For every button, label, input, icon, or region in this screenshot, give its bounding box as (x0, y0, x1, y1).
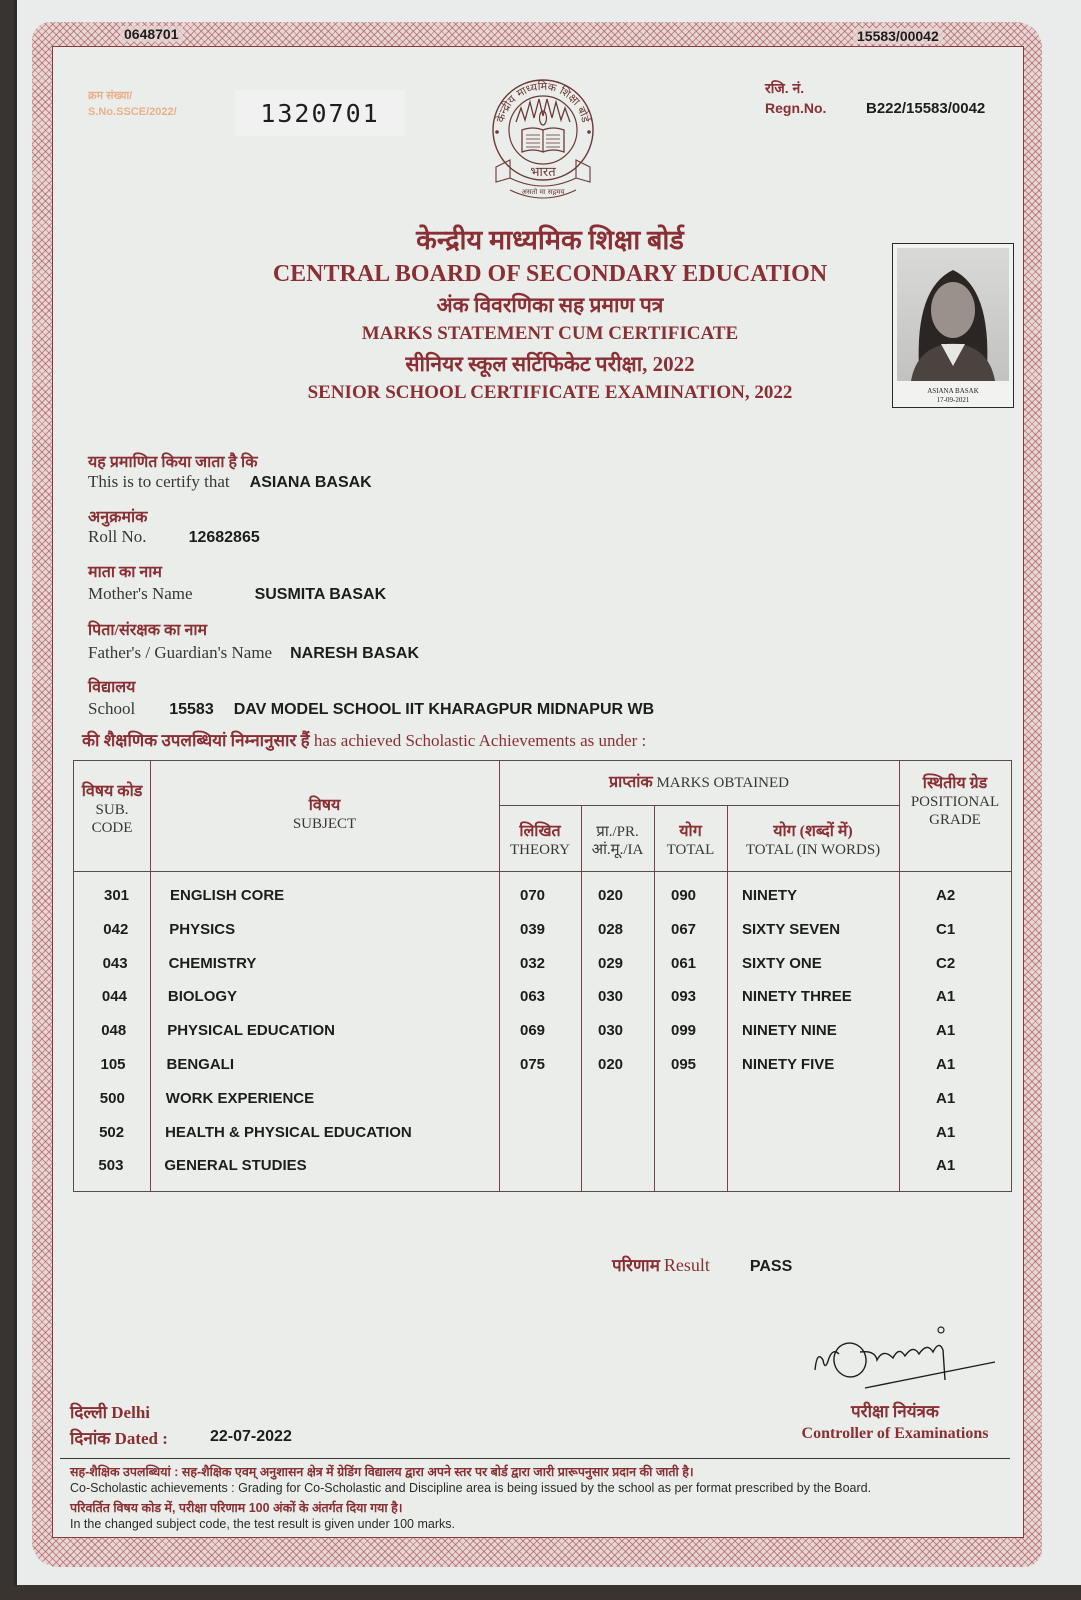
note2-en: In the changed subject code, the test result is given under 100 marks. (70, 1517, 455, 1531)
dated-label-hi: दिनांक (70, 1429, 111, 1448)
table-row (74, 1149, 1011, 1183)
svg-text:केन्द्रीय माध्यमिक शिक्षा बोर् (494, 80, 593, 125)
serial-label-en: S.No.SSCE/2022/ (88, 106, 177, 118)
cell-sub-code: 301 (104, 887, 130, 904)
mother-label-hi: माता का नाम (88, 564, 163, 581)
cell-grade: A1 (936, 1123, 956, 1141)
certificate-titles (240, 222, 860, 406)
cell-total-words: NINETY NINE (742, 1022, 837, 1040)
serial-label-hi: क्रम संख्या/ (88, 90, 133, 102)
result-section (612, 1253, 792, 1276)
mother-name: SUSMITA BASAK (254, 586, 387, 603)
cell-sub-code: 105 (100, 1056, 126, 1073)
note1-hi: सह-शैक्षिक उपलब्धियां : सह-शैक्षिक एवम् अनुशासन क्षेत्र में ग्रेडिंग विद्यालय द्वारा अपने स्तर पर बोर्ड द्वारा जारी प्रारूपनुसार प्रदान की जाती है। (70, 1465, 694, 1479)
header-theory-hi: लिखित (519, 823, 561, 840)
header-grade (899, 775, 1011, 829)
cell-grade: A1 (936, 988, 956, 1006)
cell-subject: HEALTH & PHYSICAL EDUCATION (165, 1123, 412, 1141)
header-marks-hi: प्राप्तांक (608, 774, 653, 791)
cell-sub-code: 503 (98, 1157, 124, 1175)
doc-type-en: MARKS STATEMENT CUM CERTIFICATE (361, 323, 739, 344)
cell-total-words: SIXTY SEVEN (742, 920, 841, 938)
signature-icon (805, 1320, 1005, 1400)
emblem-center-text: भारत (530, 165, 556, 180)
cell-sub-code: 048 (101, 1022, 127, 1040)
top-serial-left: 0648701 (120, 26, 183, 42)
place-label-en: Delhi (111, 1403, 151, 1422)
cell-subject: GENERAL STUDIES (164, 1157, 307, 1175)
cell-subject: ENGLISH CORE (170, 887, 285, 904)
achievement-statement-en: has achieved Scholastic Achievements as under : (313, 731, 647, 750)
controller-label-hi: परीक्षा नियंत्रक (851, 1402, 939, 1421)
issue-date: 22-07-2022 (210, 1428, 292, 1445)
note1-en: Co-Scholastic achievements : Grading for Co-Scholastic and Discipline area is being issued by the school as per format prescribed by the Board. (70, 1481, 872, 1495)
achievement-statement-hi: की शैक्षणिक उपलब्धियां निम्नानुसार हैं (82, 731, 310, 750)
note2-hi: परिवर्तित विषय कोड में, परीक्षा परिणाम 100 अंकों के अंतर्गत दिया गया है। (70, 1501, 403, 1515)
cell-grade: C1 (936, 920, 956, 938)
emblem-top-text: केन्द्रीय माध्यमिक शिक्षा बोर्ड (493, 79, 593, 124)
cell-total-words: SIXTY ONE (742, 954, 822, 972)
place-label-hi: दिल्ली (70, 1403, 108, 1422)
header-practical-en: आं.मू./IA (591, 842, 644, 858)
table-row (74, 980, 1011, 1014)
school-label-en: School (88, 699, 136, 718)
top-serial-right: 15583/00042 (853, 28, 943, 44)
result-label-en: Result (663, 1255, 710, 1275)
header-subject-en: SUBJECT (292, 816, 357, 832)
table-row (74, 1048, 1011, 1082)
header-total-words (727, 823, 899, 859)
table-row (74, 1082, 1011, 1116)
header-sub-code-en1: SUB. (95, 802, 129, 818)
serial-number: 1320701 (235, 90, 405, 136)
achievement-statement (82, 728, 646, 751)
cell-theory: 039 (520, 920, 546, 938)
doc-type-hi: अंक विवरणिका सह प्रमाण पत्र (436, 293, 664, 317)
school-label-hi: विद्यालय (88, 679, 136, 696)
header-grade-hi: स्थितीय ग्रेड (922, 775, 988, 792)
header-sub-code-hi: विषय कोड (81, 783, 143, 800)
header-marks-obtained (499, 774, 899, 792)
photo-caption-date: 17-09-2021 (936, 396, 970, 404)
cell-grade: A2 (936, 887, 956, 904)
cell-sub-code: 502 (99, 1123, 125, 1141)
student-photo (892, 243, 1014, 408)
header-marks-en: MARKS OBTAINED (656, 775, 790, 791)
father-label-en: Father's / Guardian's Name (88, 643, 273, 662)
emblem-motto: असतो मा सद्गमय (521, 188, 565, 196)
cell-subject: BENGALI (166, 1056, 234, 1073)
cell-grade: A1 (936, 1056, 956, 1073)
cell-total: 061 (671, 954, 697, 972)
cell-grade: A1 (936, 1157, 956, 1175)
result-label-hi: परिणाम (612, 1256, 660, 1275)
roll-label-en: Roll No. (88, 527, 147, 546)
cell-total: 067 (671, 920, 697, 938)
photo-caption (893, 387, 1013, 405)
cell-grade: A1 (936, 1022, 956, 1040)
cell-practical: 030 (598, 1022, 624, 1040)
header-practical (581, 823, 654, 859)
school-code: 15583 (169, 701, 214, 718)
photo-portrait (897, 248, 1009, 381)
father-name: NARESH BASAK (290, 645, 420, 662)
cell-total-words: NINETY THREE (742, 988, 852, 1006)
header-theory-en: THEORY (510, 842, 570, 858)
cell-sub-code: 044 (101, 988, 127, 1006)
cell-practical: 028 (598, 920, 624, 938)
cell-sub-code: 043 (102, 954, 128, 972)
cell-total-words: NINETY FIVE (742, 1056, 835, 1073)
header-sub-code (74, 783, 150, 837)
cell-theory: 032 (520, 954, 546, 972)
regn-number: B222/15583/0042 (866, 100, 986, 117)
cell-practical: 029 (598, 954, 624, 972)
cell-subject: CHEMISTRY (168, 954, 257, 972)
header-total (654, 823, 727, 859)
cell-total-words: NINETY (742, 887, 798, 904)
header-subject (150, 797, 499, 833)
cell-grade: A1 (936, 1089, 956, 1107)
header-total-hi: योग (679, 823, 702, 840)
header-total-words-en: TOTAL (IN WORDS) (745, 842, 881, 858)
controller-label-en: Controller of Examinations (801, 1425, 989, 1442)
header-total-en: TOTAL (666, 842, 715, 858)
cell-total: 095 (671, 1056, 697, 1073)
header-practical-hi: प्रा./PR. (596, 824, 639, 840)
table-row (74, 947, 1011, 981)
school-name: DAV MODEL SCHOOL IIT KHARAGPUR MIDNAPUR WB (233, 701, 655, 718)
serial-label (88, 88, 177, 120)
header-total-words-hi: योग (शब्दों में) (773, 823, 853, 840)
cell-subject: WORK EXPERIENCE (165, 1089, 315, 1107)
photo-caption-name: ASIANA BASAK (927, 387, 979, 395)
cell-grade: C2 (936, 954, 956, 972)
board-name-en: CENTRAL BOARD OF SECONDARY EDUCATION (272, 261, 828, 287)
controller-of-examinations (780, 1400, 1010, 1444)
regn-label-en: Regn.No. (765, 100, 827, 116)
cell-total: 099 (671, 1022, 697, 1040)
cell-subject: PHYSICAL EDUCATION (167, 1022, 335, 1040)
table-row (74, 1116, 1011, 1150)
table-row (74, 879, 1011, 913)
cell-theory: 069 (520, 1022, 546, 1040)
cell-practical: 030 (598, 988, 624, 1006)
regn-label (765, 78, 826, 118)
cell-sub-code: 500 (99, 1089, 125, 1107)
mother-label-en: Mother's Name (88, 584, 193, 603)
table-row (74, 913, 1011, 947)
cell-subject: BIOLOGY (167, 988, 238, 1006)
result-value: PASS (749, 1258, 793, 1275)
regn-label-hi: रजि. नं. (765, 80, 805, 96)
student-name: ASIANA BASAK (249, 474, 372, 491)
footer-divider (60, 1458, 1010, 1459)
cell-total: 090 (671, 887, 697, 904)
roll-number: 12682865 (188, 529, 260, 546)
header-sub-code-en2: CODE (91, 820, 133, 836)
exam-en: SENIOR SCHOOL CERTIFICATE EXAMINATION, 2022 (307, 382, 793, 403)
certify-label-hi: यह प्रमाणित किया जाता है कि (88, 454, 258, 471)
header-theory (499, 823, 581, 859)
roll-label-hi: अनुक्रमांक (88, 509, 148, 526)
cell-practical: 020 (598, 887, 624, 904)
exam-hi: सीनियर स्कूल सर्टिफिकेट परीक्षा, 2022 (405, 352, 695, 376)
header-grade-en1: POSITIONAL (910, 794, 1000, 810)
person-silhouette-icon (897, 248, 1009, 381)
cell-subject: PHYSICS (169, 920, 236, 938)
header-subject-hi: विषय (308, 797, 341, 814)
cell-theory: 075 (520, 1056, 546, 1073)
table-row (74, 1014, 1011, 1048)
header-grade-en2: GRADE (929, 812, 981, 828)
cell-sub-code: 042 (103, 920, 129, 938)
cbse-emblem-icon (488, 72, 598, 207)
cell-theory: 063 (520, 988, 546, 1006)
cell-practical: 020 (598, 1056, 624, 1073)
marks-table (73, 760, 1012, 1192)
place-and-date (70, 1400, 168, 1452)
father-label-hi: पिता/संरक्षक का नाम (88, 622, 208, 639)
cell-total: 093 (671, 988, 697, 1006)
cell-theory: 070 (520, 887, 546, 904)
dated-label-en: Dated : (114, 1429, 168, 1448)
board-name-hi: केन्द्रीय माध्यमिक शिक्षा बोर्ड (416, 225, 684, 255)
footer-notes (70, 1464, 871, 1532)
certify-label-en: This is to certify that (88, 472, 230, 491)
